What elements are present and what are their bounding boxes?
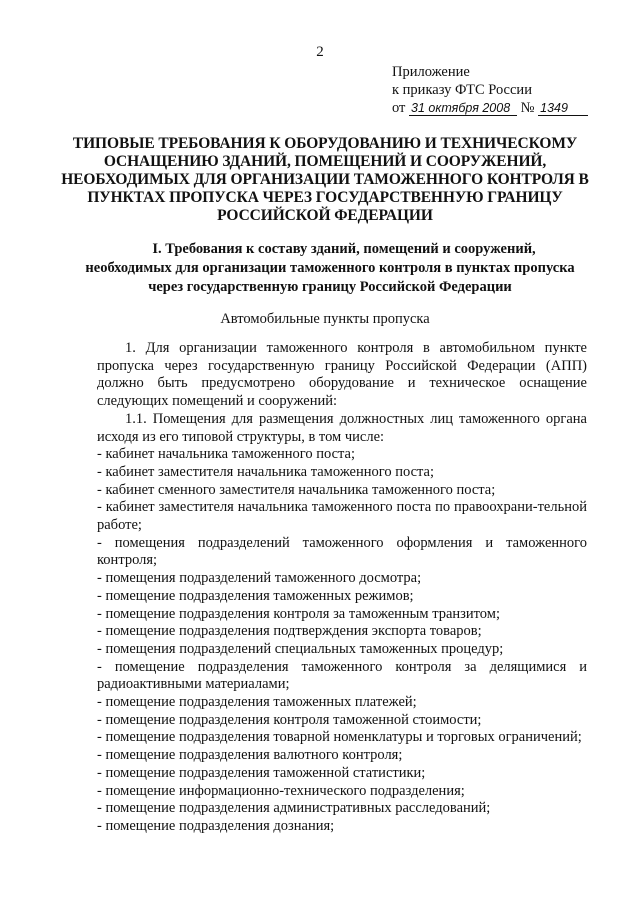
list-item: - помещение информационно-технического подразделения; xyxy=(97,782,465,799)
paragraph-1: 1. Для организации таможенного контроля в автомобильном пункте пропуска через государственную границу Российской Федерации (АПП) должно быть предусмотрено оборудование и техническое оснащение следующих помещений и сооружений: xyxy=(97,340,587,410)
section-title-line-1: I. Требования к составу зданий, помещений и сооружений, xyxy=(152,241,536,257)
list-item: - помещение подразделения подтверждения экспорта товаров; xyxy=(97,623,482,640)
list-item: - помещение подразделения таможенного контроля за делящимися и радиоактивными материалами; xyxy=(97,658,587,693)
paragraph-1-1: 1.1. Помещения для размещения должностных лиц таможенного органа исходя из его типовой структуры, в том числе: xyxy=(97,410,587,445)
list-item: - помещение подразделения дознания; xyxy=(97,817,335,834)
list-item: - помещение подразделения валютного контроля; xyxy=(97,747,403,764)
list-item: - кабинет заместителя начальника таможенного поста по правоохрани-тельной работе; xyxy=(97,499,587,534)
list-item: - кабинет заместителя начальника таможенного поста; xyxy=(97,463,434,480)
list-item: - кабинет начальника таможенного поста; xyxy=(97,446,356,463)
section-title xyxy=(60,240,600,297)
page-number: 2 xyxy=(316,44,324,60)
appendix-label: Приложение xyxy=(392,64,470,80)
list-item: - помещение подразделения таможенных режимов; xyxy=(97,587,414,604)
document-title: ТИПОВЫЕ ТРЕБОВАНИЯ К ОБОРУДОВАНИЮ И ТЕХНИЧЕСКОМУ ОСНАЩЕНИЮ ЗДАНИЙ, ПОМЕЩЕНИЙ И СООРУЖЕНИЙ, НЕОБХОДИМЫХ ДЛЯ ОРГАНИЗАЦИИ ТАМОЖЕННОГО КОНТРОЛЯ В ПУНКТАХ ПРОПУСКА ЧЕРЕЗ ГОСУДАРСТВЕННУЮ ГРАНИЦУ РОССИЙСКОЙ ФЕДЕРАЦИИ xyxy=(61,135,589,224)
list-item: - помещение подразделения товарной номенклатуры и торговых ограничений; xyxy=(97,729,582,746)
list-item: - помещение подразделения таможенной статистики; xyxy=(97,764,426,781)
list-item: - кабинет сменного заместителя начальника таможенного поста; xyxy=(97,481,496,498)
appendix-number-value: 1349 xyxy=(538,101,588,116)
section-title-line-3: через государственную границу Российской Федерации xyxy=(148,279,512,295)
list-item: - помещение подразделения таможенных платежей; xyxy=(97,694,417,711)
body-text xyxy=(97,340,587,836)
list-item: - помещения подразделений таможенного оформления и таможенного контроля; xyxy=(97,534,587,569)
list-item: - помещения подразделений таможенного досмотра; xyxy=(97,570,422,587)
list-item: - помещения подразделений специальных таможенных процедур; xyxy=(97,640,504,657)
appendix-date-line xyxy=(392,99,588,117)
appendix-order-reference: к приказу ФТС России xyxy=(392,82,532,98)
appendix-number-prefix: № xyxy=(520,100,535,116)
appendix-block xyxy=(392,63,588,117)
list-item: - помещение подразделения контроля за таможенным транзитом; xyxy=(97,605,500,622)
appendix-date-prefix: от xyxy=(392,100,406,116)
subheading: Автомобильные пункты пропуска xyxy=(220,311,430,327)
section-title-line-2: необходимых для организации таможенного контроля в пунктах пропуска xyxy=(85,260,575,276)
appendix-date-value: 31 октября 2008 xyxy=(409,101,517,116)
list-item: - помещение подразделения контроля таможенной стоимости; xyxy=(97,711,482,728)
list-item: - помещение подразделения административных расследований; xyxy=(97,800,491,817)
premises-list xyxy=(97,446,587,835)
